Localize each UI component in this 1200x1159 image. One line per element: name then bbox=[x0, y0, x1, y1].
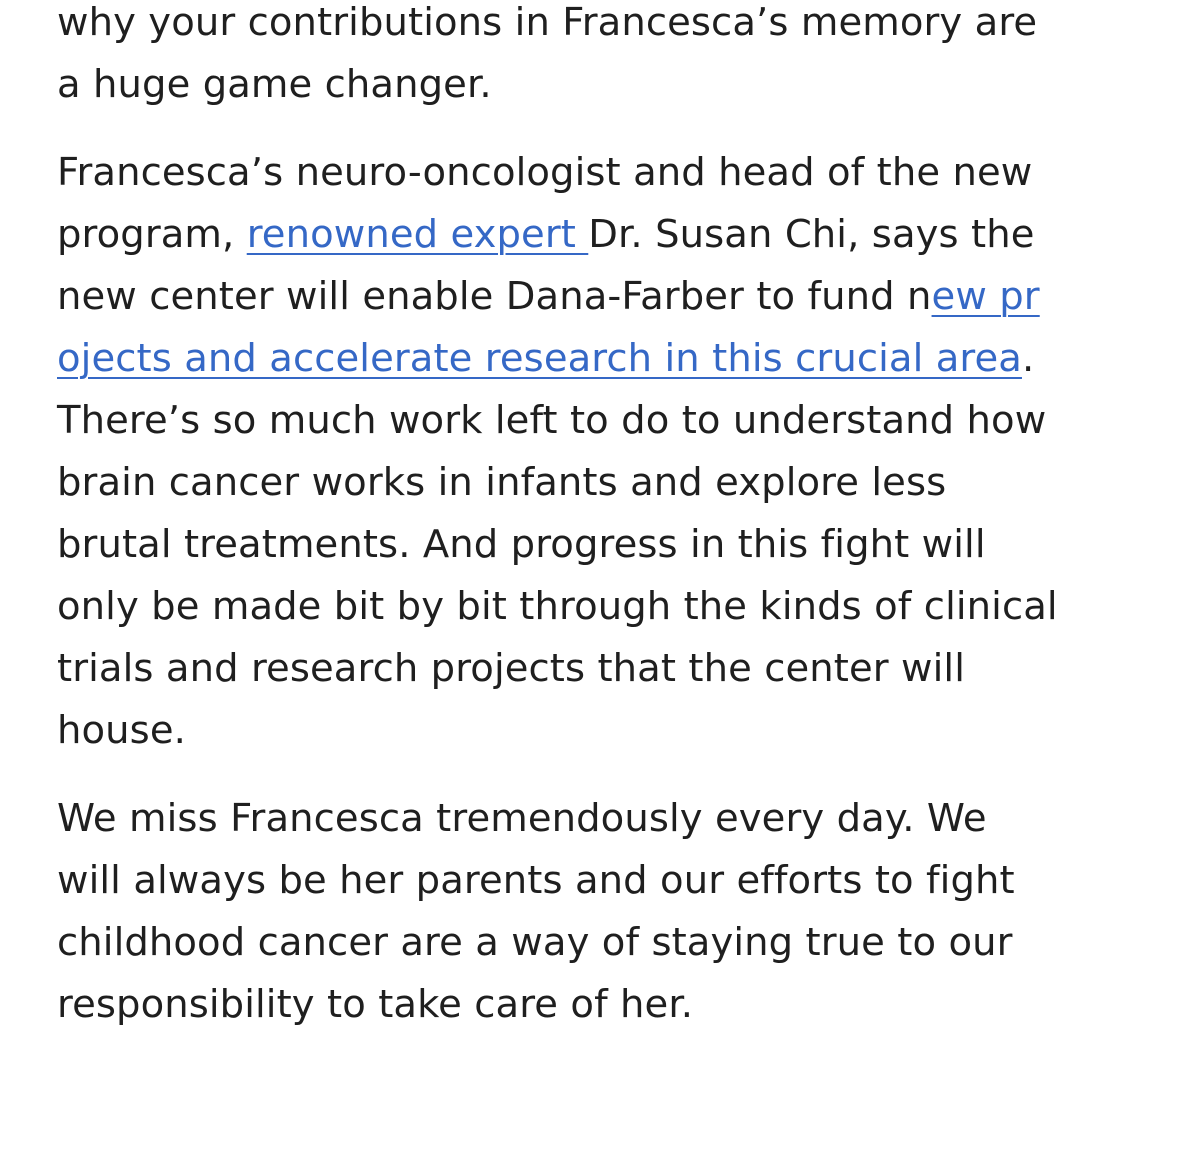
renowned-expert-link[interactable]: renowned expert bbox=[246, 212, 589, 257]
text-line: childhood cancer are a way of staying true to our bbox=[57, 920, 1013, 965]
text-line: We miss Francesca tremendously every day. We bbox=[57, 796, 987, 841]
text-line: only be made bit by bit through the kinds of clinical bbox=[57, 584, 1058, 629]
paragraph-we-miss-francesca bbox=[57, 788, 1157, 1036]
paragraph-contributions bbox=[57, 0, 1157, 116]
text-fragment: program, bbox=[57, 212, 247, 257]
text-fragment: Dr. Susan Chi, says the bbox=[588, 212, 1035, 257]
text-line: responsibility to take care of her. bbox=[57, 982, 694, 1027]
text-line: why your contributions in Francesca’s memory are bbox=[57, 0, 1038, 45]
text-line: a huge game changer. bbox=[57, 62, 492, 107]
article-body bbox=[57, 0, 1157, 1036]
text-line: house. bbox=[57, 708, 186, 753]
new-projects-link-part2[interactable]: ojects and accelerate research in this crucial area bbox=[57, 336, 1022, 381]
text-line: trials and research projects that the center will bbox=[57, 646, 966, 691]
paragraph-new-center bbox=[57, 142, 1157, 762]
text-line: Francesca’s neuro-oncologist and head of the new bbox=[57, 150, 1033, 195]
text-fragment: . bbox=[1021, 336, 1035, 381]
text-line: will always be her parents and our efforts to fight bbox=[57, 858, 1015, 903]
text-line: brain cancer works in infants and explore less bbox=[57, 460, 947, 505]
text-fragment: new center will enable Dana-Farber to fund n bbox=[57, 274, 932, 319]
text-line-with-link bbox=[57, 204, 1157, 266]
text-line: brutal treatments. And progress in this fight will bbox=[57, 522, 986, 567]
text-line-with-link bbox=[57, 266, 1157, 328]
text-line-with-link bbox=[57, 328, 1157, 390]
new-projects-link-part1[interactable]: ew pr bbox=[931, 274, 1040, 319]
text-line: There’s so much work left to do to understand how bbox=[57, 398, 1047, 443]
